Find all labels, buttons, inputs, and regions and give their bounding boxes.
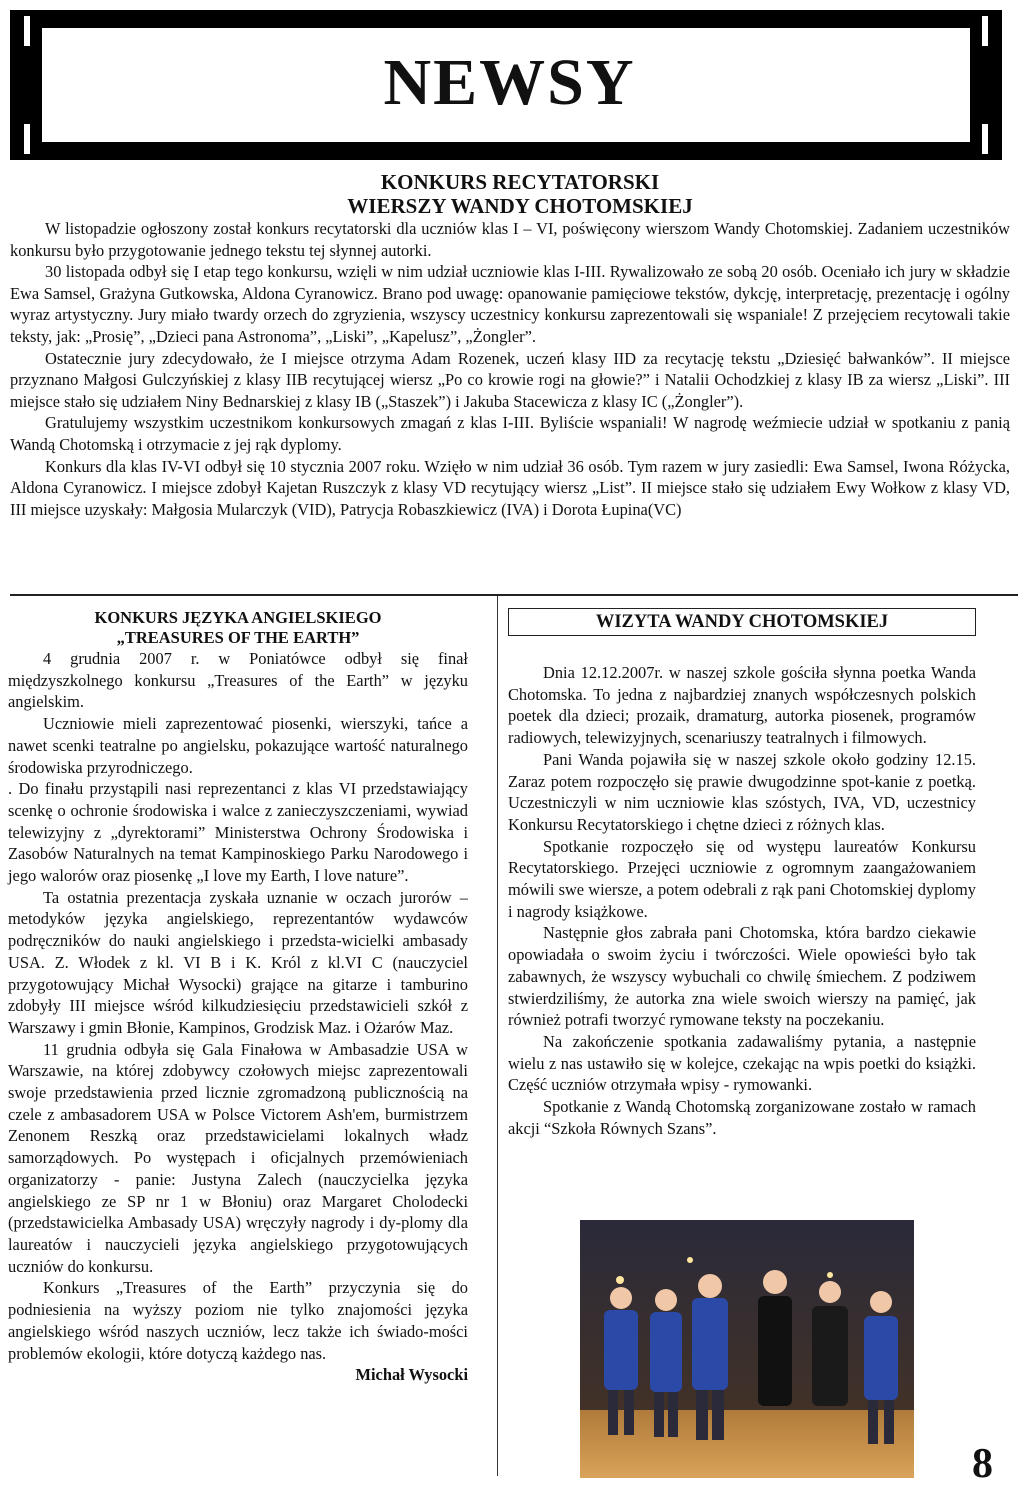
- event-photo: [580, 1220, 914, 1478]
- paragraph: Uczniowie mieli zaprezentować piosenki, wierszyki, tańce a nawet scenki teatralne po angielsku, pokazujące wartość naturalnego środowiska przyrodniczego.: [8, 714, 468, 777]
- article-title: WIZYTA WANDY CHOTOMSKIEJ: [508, 608, 976, 636]
- paragraph: Gratulujemy wszystkim uczestnikom konkursowych zmagań z klas I-III. Byliście wspaniali! W nagrodę weźmiecie udział w spotkaniu z panią Wandą Chotomską i otrzymacie z jej rąk dyplomy.: [10, 413, 1010, 454]
- paragraph: . Do finału przystąpili nasi reprezentanci z klas VI przedstawiający scenkę o ochronie środowiska i walce z zanieczyszczeniami, wywiad telewizyjny z „dyrektorami” Ministerstwa Ochrony Środowiska i Zasobów Naturalnych na temat Kampinoskiego Parku Narodowego i jego walorów oraz piosenkę „I love my Earth, I love nature”.: [8, 779, 468, 886]
- paragraph: Na zakończenie spotkania zadawaliśmy pytania, a następnie wielu z nas ustawiło się w kolejce, czekając na wpis poetki do książki. Część uczniów otrzymała wpisy - rymowanki.: [508, 1031, 976, 1095]
- paragraph: W listopadzie ogłoszony został konkurs recytatorski dla uczniów klas I – VI, poświęcony wierszom Wandy Chotomskiej. Zadaniem uczestników konkursu było przygotowanie jednego tekstu tej słynnej autorki.: [10, 219, 1010, 260]
- paragraph: Konkurs dla klas IV-VI odbył się 10 stycznia 2007 roku. Wzięło w nim udział 36 osób. Tym razem w jury zasiedli: Ewa Samsel, Iwona Różycka, Aldona Cyranowicz. I miejsce zdobył Kajetan Ruszczyk z klasy VD recytujący wiersz „List”. II miejsce stało się udziałem Ewy Wołkow z klasy VD, III miejsce uzyskały: Małgosia Mularczyk (VID), Patrycja Robaszkiewicz (IVA) i Dorota Łupina(VC): [10, 456, 1010, 519]
- section-divider: [10, 594, 1018, 596]
- paragraph: Spotkanie rozpoczęło się od występu laureatów Konkursu Recytatorskiego. Przejęci uczniowie z ogromnym zaangażowaniem mówili swe wiersze, a potem odebrali z rąk pani Chotomskiej dyplomy i nagrody książkowe.: [508, 836, 976, 921]
- paragraph: 11 grudnia odbyła się Gala Finałowa w Ambasadzie USA w Warszawie, na której zdobywcy czołowych miejsc zaprezentowali swoje przedstawienia przed licznie zgromadzoną publicznością na czele z ambasadorem USA w Polsce Victorem Ash'em, burmistrzem Zenonem Reszką oraz przedstawicielami lokalnych władz samorządowych. Po występach i oficjalnych przemówieniach organizatorzy - panie: Justyna Zalech (nauczycielka języka angielskiego ze SP nr 1 w Błoniu) oraz Margaret Cholodecki (przedstawicielka Ambasady USA) wręczyły nagrody i dy-plomy dla laureatów i nauczycieli języka angielskiego przygotowujących uczniów do konkursu.: [8, 1039, 468, 1276]
- paragraph: Dnia 12.12.2007r. w naszej szkole gościła słynna poetka Wanda Chotomska. To jedna z najbardziej znanych współczesnych polskich poetek dla dzieci; prozaik, dramaturg, autorka piosenek, programów radiowych, telewizyjnych, scenariuszy teatralnych i filmowych.: [508, 663, 976, 748]
- recitation-contest-article: [10, 218, 1010, 520]
- paragraph: 30 listopada odbył się I etap tego konkursu, wzięli w nim udział uczniowie klas I-III. Rywalizowało ze sobą 20 osób. Oceniało ich jury w składzie Ewa Samsel, Grażyna Gutkowska, Aldona Cyranowicz. Brano pod uwagę: opanowanie pamięciowe tekstów, dykcję, interpretację, prezentację i ogólny wyraz artystyczny. Jury miało twardy orzech do zgryzienia, wszyscy uczestnicy konkursu zaprezentowali się wspaniale! Z przejęciem recytowali takie teksty, jak: „Prosię”, „Dzieci pana Astronoma”, „Liski”, „Kapelusz”, „Żongler”.: [10, 262, 1010, 346]
- paragraph: Spotkanie z Wandą Chotomską zorganizowane zostało w ramach akcji “Szkoła Równych Szans”.: [508, 1097, 976, 1138]
- poet-visit-article: [508, 608, 976, 1139]
- paragraph: 4 grudnia 2007 r. w Poniatówce odbył się finał międzyszkolnego konkursu „Treasures of the Earth” w języku angielskim.: [8, 649, 468, 712]
- paragraph: Ta ostatnia prezentacja zyskała uznanie w oczach jurorów – metodyków języka angielskiego, reprezentantów wydawców podręczników do nauki angielskiego i przedsta-wicielki ambasady USA. Z. Włodek z kl. VI B i K. Król z kl.VI C (nauczyciel przygotowujący Michał Wysocki) grające na gitarze i tamburino zdobyły III miejsce wśród kilkudziesięciu przedstawicieli szkół z Warszawy i gmin Błonie, Kampinos, Grodzisk Maz. i Ożarów Maz.: [8, 887, 468, 1037]
- paragraph: Konkurs „Treasures of the Earth” przyczynia się do podniesienia na wyższy poziom nie tylko znajomości języka angielskiego wśród naszych uczniów, lecz także ich świado-mości problemów ekologii, które dotyczą każdego nas.: [8, 1278, 468, 1363]
- page-title: NEWSY: [383, 46, 636, 119]
- paragraph: Następnie głos zabrała pani Chotomska, która bardzo ciekawie opowiadała o swoim życiu i twórczości. Wiele opowieści było tak zabawnych, że wszyscy wybuchali co chwilę śmiechem. Z podziwem stwierdziliśmy, że autorka zna wiele swoich wierszy na pamięć, jak również potrafi tworzyć rymowane teksty na poczekaniu.: [508, 923, 976, 1030]
- article-title-line2: „TREASURES OF THE EARTH”: [116, 628, 360, 647]
- paragraph: Pani Wanda pojawiła się w naszej szkole około godziny 12.15. Zaraz potem rozpoczęło się prawie dwugodzinne spot-kanie z poetką. Uczestniczyli w nim uczniowie klas szóstych, IVA, VD, uczestnicy Konkursu Recytatorskiego i chętne dzieci z różnych klas.: [508, 749, 976, 834]
- column-divider: [497, 596, 498, 1476]
- page-number: 8: [972, 1441, 993, 1487]
- english-contest-article: [8, 608, 468, 1386]
- article-title-line2: WIERSZY WANDY CHOTOMSKIEJ: [347, 194, 693, 218]
- article-title-line1: KONKURS JĘZYKA ANGIELSKIEGO: [94, 608, 382, 627]
- paragraph: Ostatecznie jury zdecydowało, że I miejsce otrzyma Adam Rozenek, uczeń klasy IID za recytację tekstu „Dziesięć bałwanków”. II miejsce przyznano Małgosi Gulczyńskiej z klasy IIB recytującej wiersz „Po co krowie rogi na głowie?” i Natalii Ochodzkiej z klasy IB za wiersz „Liski”. III miejsce stało się udziałem Niny Bednarskiej z klasy IB („Staszek”) i Jakuba Stacewicza z klasy IC („Żongler”).: [10, 348, 1010, 411]
- article-title-line1: KONKURS RECYTATORSKI: [380, 170, 660, 194]
- author-signature: Michał Wysocki: [355, 1365, 468, 1385]
